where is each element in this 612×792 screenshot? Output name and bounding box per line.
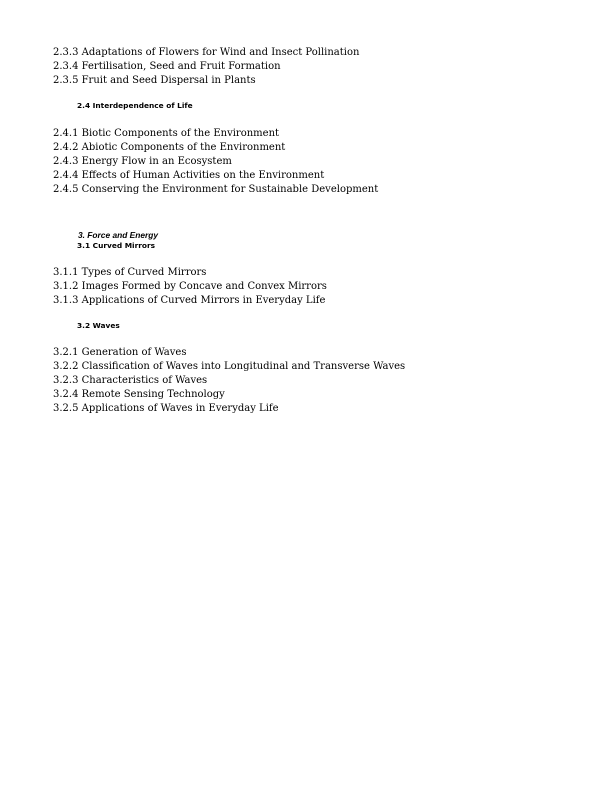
chapter-3-heading: 3. Force and Energy bbox=[78, 230, 159, 240]
list-item: 2.4.3 Energy Flow in an Ecosystem bbox=[53, 156, 232, 167]
list-item: 3.2.2 Classification of Waves into Longitudinal and Transverse Waves bbox=[53, 361, 406, 372]
list-item: 3.2.3 Characteristics of Waves bbox=[53, 375, 208, 386]
list-item: 2.3.4 Fertilisation, Seed and Fruit Formation bbox=[53, 61, 281, 72]
section-3-1-list bbox=[53, 266, 327, 308]
list-item: 3.2.4 Remote Sensing Technology bbox=[53, 389, 225, 400]
list-item: 3.1.2 Images Formed by Concave and Convex Mirrors bbox=[53, 281, 327, 292]
list-item: 2.4.2 Abiotic Components of the Environment bbox=[53, 142, 286, 153]
list-item: 2.4.1 Biotic Components of the Environment bbox=[53, 128, 280, 139]
section-2-4-heading: 2.4 Interdependence of Life bbox=[77, 101, 193, 110]
list-item: 2.3.3 Adaptations of Flowers for Wind and Insect Pollination bbox=[53, 47, 360, 58]
section-2-4-list bbox=[53, 127, 378, 197]
list-item: 3.1.1 Types of Curved Mirrors bbox=[53, 267, 207, 278]
section-3-2-list bbox=[53, 346, 405, 416]
section-3-1-heading: 3.1 Curved Mirrors bbox=[77, 241, 155, 250]
list-item: 2.4.5 Conserving the Environment for Sustainable Development bbox=[53, 184, 379, 195]
list-item: 3.2.1 Generation of Waves bbox=[53, 347, 187, 358]
list-item: 3.1.3 Applications of Curved Mirrors in Everyday Life bbox=[53, 295, 326, 306]
list-item: 2.4.4 Effects of Human Activities on the Environment bbox=[53, 170, 325, 181]
list-item: 2.3.5 Fruit and Seed Dispersal in Plants bbox=[53, 75, 256, 86]
section-2-3-list bbox=[53, 46, 359, 88]
section-3-2-heading: 3.2 Waves bbox=[77, 321, 120, 330]
list-item: 3.2.5 Applications of Waves in Everyday Life bbox=[53, 403, 279, 414]
